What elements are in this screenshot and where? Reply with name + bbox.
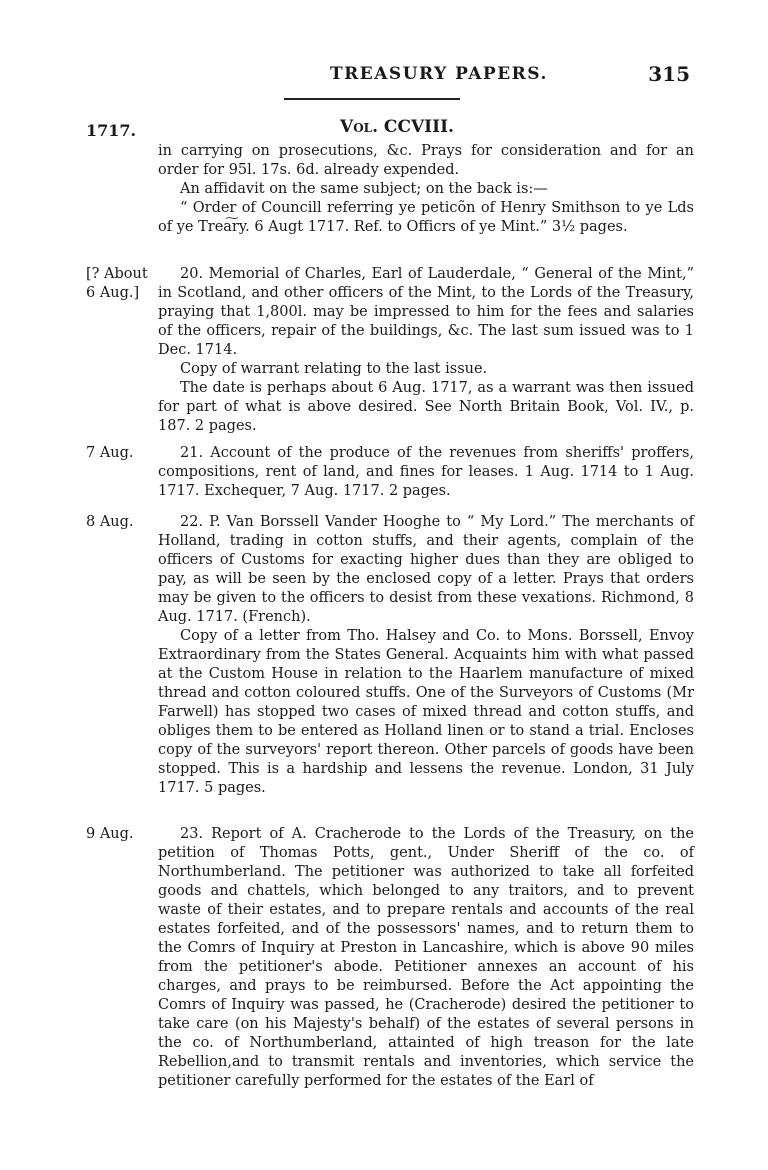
entry-body — [158, 444, 694, 501]
paragraph: An affidavit on the same subject; on the back is:— — [180, 181, 548, 197]
entry-date: 8 Aug. — [86, 514, 134, 530]
entry-body — [158, 142, 694, 237]
paragraph: The date is perhaps about 6 Aug. 1717, as a warrant was then issued for part of what is above desired. See North Britain Book, Vol. IV., p. 187. 2 pages. — [158, 380, 694, 434]
paragraph: in carrying on prosecutions, &c. Prays for consideration and for an order for 95l. 17s. 6d. already expended. — [158, 143, 694, 178]
entry-body — [158, 265, 694, 436]
entry-22 — [86, 513, 694, 798]
entry-20 — [86, 265, 694, 436]
entry-continuation — [86, 142, 694, 237]
entry-body — [158, 513, 694, 798]
running-title: TREASURY PAPERS. — [330, 64, 548, 84]
entry-date: 9 Aug. — [86, 826, 134, 842]
paragraph: “ Order of Councill referring ye peticõn of Henry Smithson to ye Lds of ye Trea͠ry. 6 Augt 1717. Ref. to Officrs of ye Mint.” 3½ pages. — [158, 200, 694, 235]
entry-date: 7 Aug. — [86, 445, 134, 461]
paragraph: 21. Account of the produce of the revenues from sheriffs' proffers, compositions, rent of land, and fines for leases. 1 Aug. 1714 to 1 Aug. 1717. Exchequer, 7 Aug. 1717. 2 pages. — [158, 445, 694, 499]
entry-23 — [86, 825, 694, 1091]
entry-body — [158, 825, 694, 1091]
header-rule — [284, 98, 460, 100]
paragraph: 23. Report of A. Cracherode to the Lords of the Treasury, on the petition of Thomas Potts, gent., Under Sheriff of the co. of Northumberland. The petitioner was authorized to take all forfeited goods and chattels, which belonged to any traitors, and to prevent waste of their estates, and to prepare rentals and accounts of the real estates forfeited, and of the possessors' names, and to return them to the Comrs of Inquiry at Preston in Lancashire, which is above 90 miles from the petitioner's abode. Petitioner annexes an account of his charges, and prays to be reimbursed. Before the Act appointing the Comrs of Inquiry was passed, he (Cracherode) desired the petitioner to take care (on his Majesty's behalf) of the estates of several persons in the co. of Northumberland, attainted of high treason for the late Rebellion,and to transmit rentals and inventories, which service the petitioner carefully performed for the estates of the Earl of — [158, 826, 694, 1089]
year-margin: 1717. — [86, 121, 137, 140]
paragraph: 20. Memorial of Charles, Earl of Lauderdale, “ General of the Mint,” in Scotland, and other officers of the Mint, to the Lords of the Treasury, praying that 1,800l. may be impressed to him for the fees and salaries of the officers, repair of the buildings, &c. The last sum issued was to 1 Dec. 1714. — [158, 266, 694, 358]
volume-heading: Vol. CCVIII. — [340, 117, 454, 137]
entry-21 — [86, 444, 694, 501]
paragraph: Copy of a letter from Tho. Halsey and Co. to Mons. Borssell, Envoy Extraordinary from the States General. Acquaints him with what passed at the Custom House in relation to the Haarlem manufacture of mixed thread and cotton coloured stuffs. One of the Surveyors of Customs (Mr Farwell) has stopped two cases of mixed thread and cotton stuffs, and obliges them to be entered as Holland linen or to stand a trial. Encloses copy of the surveyors' report thereon. Other parcels of goods have been stopped. This is a hardship and lessens the revenue. London, 31 July 1717. 5 pages. — [158, 628, 694, 796]
entry-date: [? About 6 Aug.] — [86, 266, 148, 301]
paragraph: 22. P. Van Borssell Vander Hooghe to “ My Lord.” The merchants of Holland, trading in cotton stuffs, and their agents, complain of the officers of Customs for exacting higher dues than they are obliged to pay, as will be seen by the enclosed copy of a letter. Prays that orders may be given to the officers to desist from these vexations. Richmond, 8 Aug. 1717. (French). — [158, 514, 694, 625]
page-number: 315 — [648, 62, 690, 86]
paragraph: Copy of warrant relating to the last issue. — [180, 361, 488, 377]
